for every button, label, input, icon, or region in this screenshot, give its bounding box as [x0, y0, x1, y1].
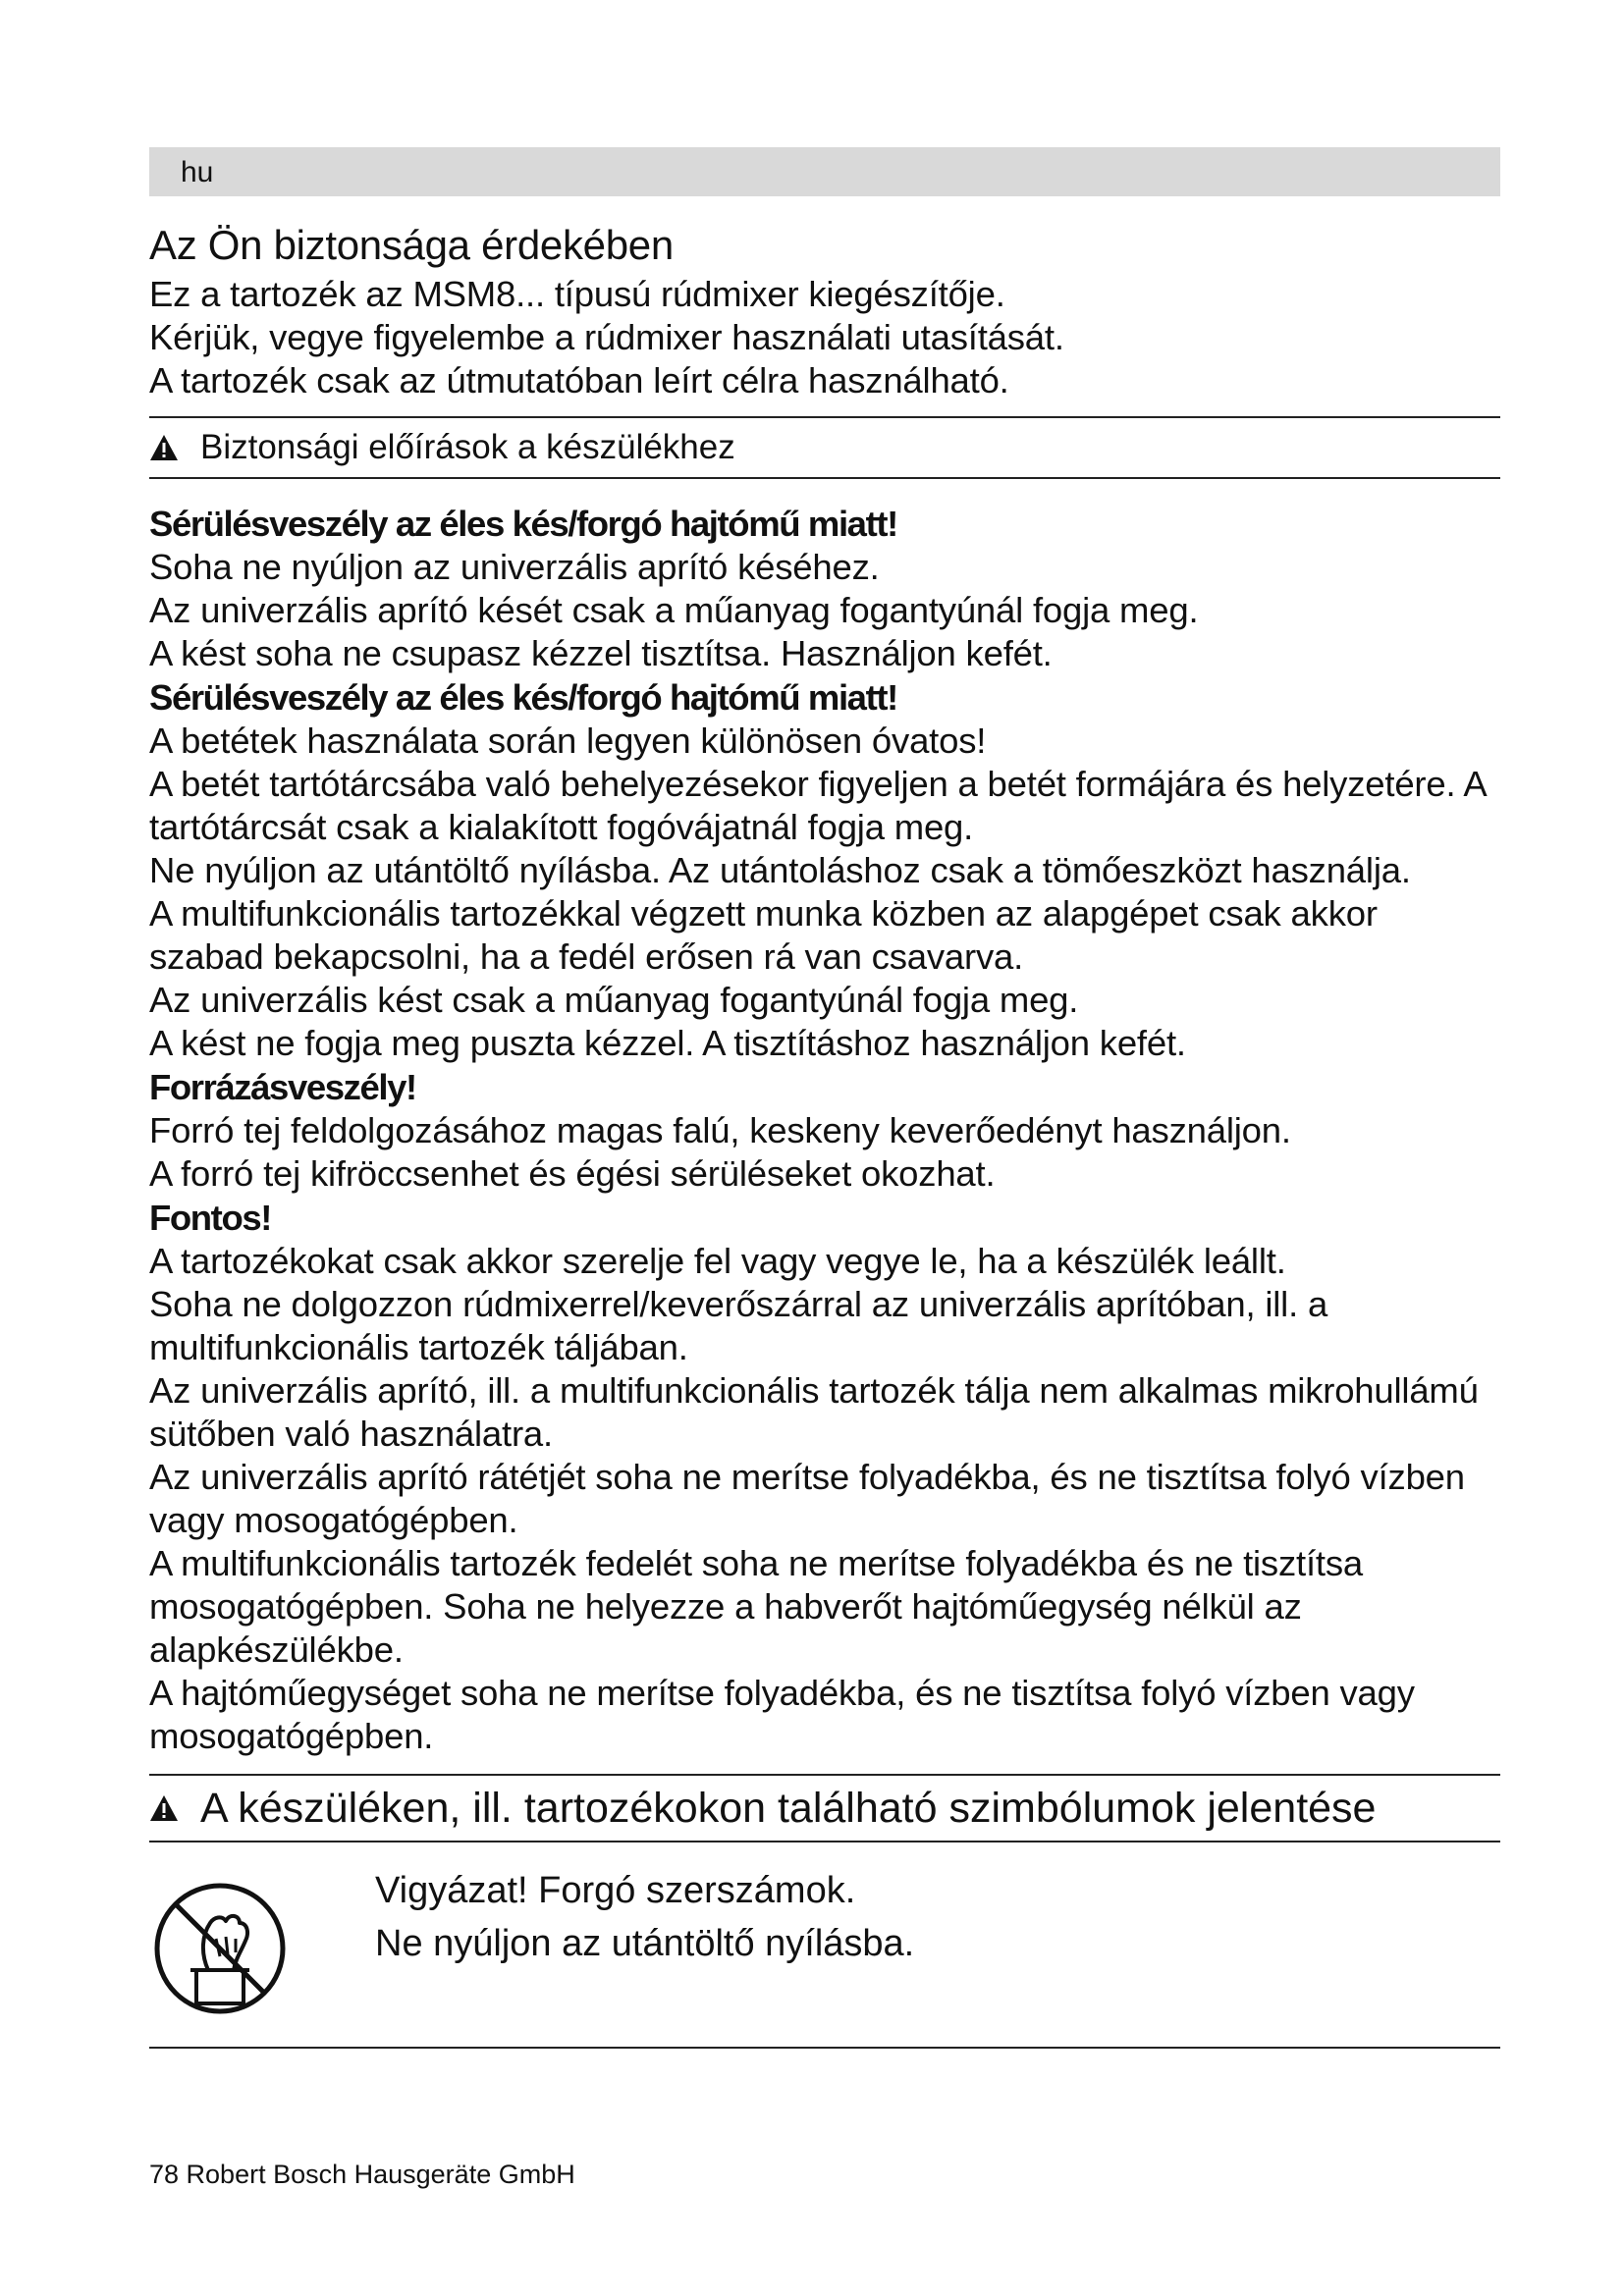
warning-subheading: Forrázásveszély! — [149, 1067, 416, 1107]
safety-heading-text: Biztonsági előírások a készülékhez — [200, 428, 735, 466]
warning-triangle-icon — [149, 1794, 179, 1822]
intro-line: Ez a tartozék az MSM8... típusú rúdmixer kiegészítője. — [149, 274, 1005, 314]
safety-section — [149, 503, 1500, 1758]
warning-text: Soha ne nyúljon az univerzális aprító késéhez. Az univerzális aprító kését csak a műanyag fogantyúnál fogja meg. A kést soha ne csupasz kézzel tisztítsa. Használjon kefét. — [149, 547, 1199, 673]
symbol-description — [375, 1864, 914, 1970]
warning-text: A tartozékokat csak akkor szerelje fel vagy vegye le, ha a készülék leállt. Soha ne dolgozzon rúdmixerrel/keverőszárral az univerzális aprítóban, ill. a multifunkcionális tartozék táljában. Az univerzális aprító, ill. a multifunkcionális tartozék tálja nem alkalmas mikrohullámú sütőben való használatra. Az univerzális aprító rátétjét soha ne merítse folyadékba, és ne tisztítsa folyó vízben vagy mosogatógépben. A multifunkcionális tartozék fedelét soha ne merítse folyadékba és ne tisztítsa mosogatógépben. Soha ne helyezze a habverőt hajtóműegység nélkül az alapkészülékbe. A hajtóműegységet soha ne merítse folyadékba, és ne tisztítsa folyó vízben vagy mosogatógépben. — [149, 1241, 1479, 1756]
page-content — [149, 208, 1500, 2049]
warning-triangle-icon — [149, 434, 179, 461]
warning-text: Forró tej feldolgozásához magas falú, keskeny keverőedényt használjon. A forró tej kifröccsenhet és égési sérüléseket okozhat. — [149, 1110, 1291, 1194]
warning-text: A betétek használata során legyen különösen óvatos! A betét tartótárcsába való behelyezésekor figyeljen a betét formájára és helyzetére. A tartótárcsát csak a kialakított fogóvájatnál fogja meg. Ne nyúljon az utántöltő nyílásba. Az utántoláshoz csak a tömőeszközt használja. A multifunkcionális tartozékkal végzett munka közben az alapgépet csak akkor szabad bekapcsolni, ha a fedél erősen rá van csavarva. Az univerzális kést csak a műanyag fogantyúnál fogja meg. A kést ne fogja meg puszta kézzel. A tisztításhoz használjon kefét. — [149, 721, 1486, 1063]
symbol-line: Ne nyúljon az utántöltő nyílásba. — [375, 1923, 915, 1964]
page-title: Az Ön biztonsága érdekében — [149, 222, 674, 268]
language-code: hu — [181, 156, 214, 188]
page-footer: 78 Robert Bosch Hausgeräte GmbH — [149, 2160, 575, 2189]
symbol-line: Vigyázat! Forgó szerszámok. — [375, 1870, 856, 1911]
no-hand-in-feed-tube-icon — [151, 1880, 289, 2017]
safety-section-heading — [149, 416, 1500, 479]
intro-line: A tartozék csak az útmutatóban leírt célra használható. — [149, 360, 1009, 400]
language-bar — [149, 147, 1500, 196]
intro-line: Kérjük, vegye figyelembe a rúdmixer használati utasítását. — [149, 317, 1064, 357]
warning-subheading: Sérülésveszély az éles kés/forgó hajtómű miatt! — [149, 504, 897, 544]
symbol-row — [149, 1842, 1500, 2049]
symbols-section-heading — [149, 1774, 1500, 1842]
symbols-heading-text: A készüléken, ill. tartozékokon található szimbólumok jelentése — [200, 1785, 1377, 1832]
warning-subheading: Fontos! — [149, 1198, 271, 1238]
warning-subheading: Sérülésveszély az éles kés/forgó hajtómű miatt! — [149, 677, 897, 718]
intro — [149, 273, 1500, 402]
